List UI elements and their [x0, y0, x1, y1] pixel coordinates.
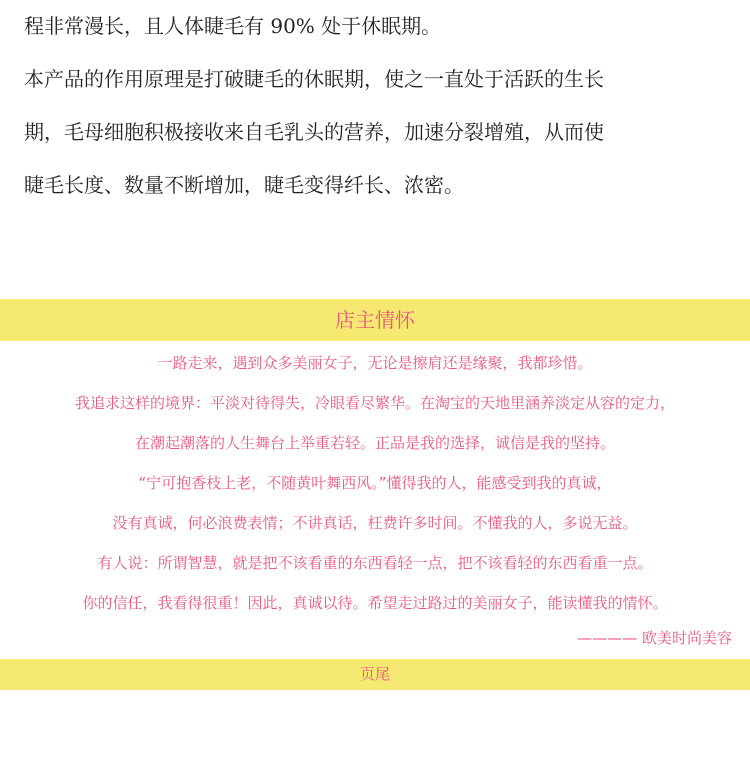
creed-line: 你的信任，我看得很重！因此，真诚以待。希望走过路过的美丽女子，能读懂我的情怀。	[82, 594, 668, 612]
shopkeeper-creed	[0, 343, 750, 623]
creed-line: 在潮起潮落的人生舞台上举重若轻。正品是我的选择，诚信是我的坚持。	[134, 434, 615, 452]
signature: ———— 欧美时尚美容	[577, 629, 732, 647]
description-line: 程非常漫长，且人体睫毛有 90% 处于休眠期。	[24, 14, 442, 38]
creed-line: 我追求这样的境界：平淡对待得失，冷眼看尽繁华。在淘宝的天地里涵养淡定从容的定力，	[74, 394, 675, 412]
creed-line: 有人说：所谓智慧，就是把不该看重的东西看轻一点，把不该看轻的东西看重一点。	[97, 554, 653, 572]
footer-label: 页尾	[359, 665, 390, 683]
creed-line: 一路走来，遇到众多美丽女子，无论是擦肩还是缘聚，我都珍惜。	[157, 354, 593, 372]
shopkeeper-banner	[0, 299, 750, 341]
banner-title: 店主情怀	[335, 308, 415, 332]
footer-banner	[0, 659, 750, 690]
creed-line: “宁可抱香枝上老，不随黄叶舞西风。”懂得我的人，能感受到我的真诚，	[138, 474, 612, 492]
description-line: 睫毛长度、数量不断增加，睫毛变得纤长、浓密。	[24, 173, 464, 197]
description-line: 本产品的作用原理是打破睫毛的休眠期，使之一直处于活跃的生长	[24, 67, 604, 91]
product-description	[24, 0, 736, 212]
creed-line: 没有真诚，何必浪费表情；不讲真话，枉费许多时间。不懂我的人，多说无益。	[112, 514, 638, 532]
description-line: 期，毛母细胞积极接收来自毛乳头的营养，加速分裂增殖，从而使	[24, 120, 604, 144]
